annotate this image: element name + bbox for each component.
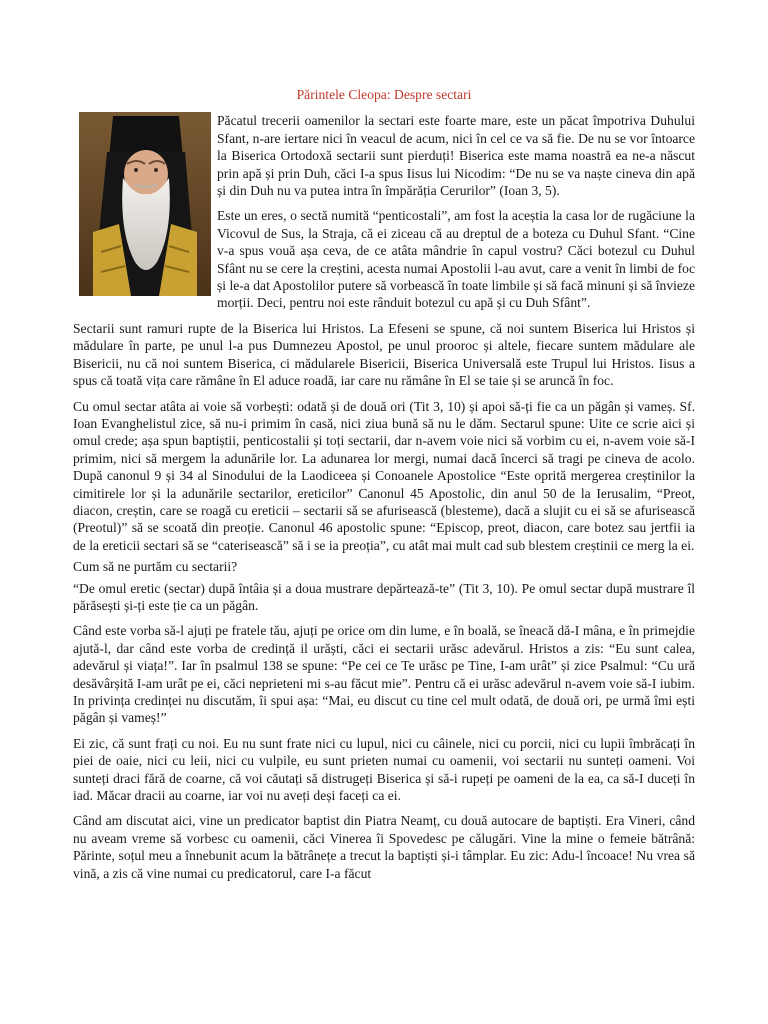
paragraph-6: Când este vorba să-l ajuți pe fratele tău, ajuți pe orice om din lume, e în boală, se îneacă dă-I mâna, e în primejdie ajută-l, dar când este vorba de credință il urăști, căci ei sectarii urăsc adevărul. Hristos a zis: “Eu sunt calea, adevărul și viața!”. Iar în psalmul 138 se spune: “Pe cei ce Te urăsc pe Tine, I-am urât” și zice Psalmul: “Cu ură desăvârșită I-am urât pe ei, căci neprieteni mi s-au făcut mie”. Pentru că ei urăsc adevărul n-avem voie să-I iubim. In privința credinței nu discutăm, îi spui așa: “Mai, eu discut cu tine cel mult odată, de două ori, pe urmă îmi ești păgân și vameș!” xyxy=(73,623,695,726)
paragraph-1: Păcatul trecerii oamenilor la sectari este foarte mare, este un păcat împotriva Duhului Sfant, n-are iertare nici în veacul de acum, nici în cel ce va să fie. De nu se vor întoarce la Biserica Ortodoxă sectarii sunt pierduți! Biserica este mama noastră ea ne-a născut prin apă și prin Duh, căci I-a spus Iisus lui Nicodim: “De nu se va naște cineva din apă și din Duh nu va putea intra în împărăția Cerurilor” (Ioan 3, 5). xyxy=(217,113,695,199)
paragraph-3: Sectarii sunt ramuri rupte de la Biserica lui Hristos. La Efeseni se spune, că noi suntem Biserica lui Hristos și mădulare în parte, pe unul l-a pus Dumnezeu Apostol, pe unul prooroc și altele, fiecare suntem mădulare ale Bisericii, nu că noi suntem Biserica, ci mădularele Bisericii, Biserica Universală este Trupul lui Hristos. Iisus a spus că toată vița care rămâne în El aduce roadă, iar care nu rămâne în El se taie și se aruncă în foc. xyxy=(73,320,695,389)
paragraph-7: Ei zic, că sunt frați cu noi. Eu nu sunt frate nici cu lupul, nici cu câinele, nici cu porcii, nici cu lupii îmbrăcați în piei de oaie, nici cu leii, nici cu vulpile, eu sunt prieten numai cu oamenii, voi sectarii nu sunteți oameni. Voi sunteți draci fără de coarne, că voi căutați să distrugeți Biserica și să-i rupeți pe oameni de la ea, ca să-I duceți în iad. Măcar dracii au coarne, iar voi nu aveți deși faceți ca ei. xyxy=(73,735,695,804)
section-question: Cum să ne purtăm cu sectarii? xyxy=(73,559,238,575)
document-title: Părintele Cleopa: Despre sectari xyxy=(296,87,472,102)
elder-portrait-image xyxy=(79,112,211,296)
document-page xyxy=(73,86,695,890)
paragraph-4: Cu omul sectar atâta ai voie să vorbești: odată și de două ori (Tit 3, 10) și apoi să-ți fie ca un păgân și vameș. Sf. Ioan Evanghelistul zice, să nu-i primim în casă, nici ziua bună să nu le dăm. Sectarul spune: Uite ce scrie aici și omul crede; așa spun baptiștii, penticostalii și toți sectarii, dar n-avem voie nici să vorbim cu ei, n-avem voie să-I primim, nici să mergem la adunările lor. La adunarea lor mergi, numai dacă încerci să tragi pe cineva de acolo. După canonul 9 și 34 al Sinodului de la Laodiceea și Conoanele Apostolice “Este oprită mergerea creștinilor la cimitirele lor și la adunările sectarilor, ereticilor” Canonul 45 Apostolic, din anul 50 de la Ierusalim, “Preot, diacon, creștin, care se roagă cu ereticii – sectarii să se afurisească (blesteme), dacă a slujit cu ei să se afurisească (Preotul)” să se scoată din preoție. Canonul 46 apostolic spune: “Episcop, preot, diacon, care botez sau jertfii ia de la ereticii sectari să se “caterisească” să i se ia preoția”, cu atât mai mult cad sub blestem creștinii ce merg la ei. xyxy=(73,398,695,553)
paragraph-8: Când am discutat aici, vine un predicator baptist din Piatra Neamț, cu două autocare de baptiști. Era Vineri, când nu aveam vreme să vorbesc cu oamenii, căci Vinerea îi Spovedesc pe călugări. Vine la mine o femeie bătrână: Părinte, soțul meu a înnebunit acum la bătrânețe a trecut la baptiști și-i tâmplar. Eu zic: Adu-l încoace! Nu vrea să vină, a zis că vine numai cu predicatorul, care I-a făcut xyxy=(73,813,695,881)
paragraph-5: “De omul eretic (sectar) după întâia și a doua mustrare depărtează-te” (Tit 3, 10). Pe omul sectar după mustrare îl părăsești și-ți este ție ca un păgân. xyxy=(73,580,695,613)
paragraph-2: Este un eres, o sectă numită “penticostali”, am fost la aceștia la casa lor de rugăciune la Vicovul de Sus, la Straja, că ei ziceau că au dreptul de a boteza cu Duhul Sfant. “Cine v-a spus vouă așa ceva, de ce atâta mândrie în capul vostru? Căci botezul cu Duhul Sfânt nu se cere la creștini, acesta numai Apostolii l-au avut, care a venit în limbi de foc și le-a dat Apostolilor putere să vorbească în toate limbile și să facă minuni și să învieze morții. Deci, pentru noi este rânduit botezul cu apă și cu Duh Sfânt”. xyxy=(217,208,695,311)
portrait-photo xyxy=(79,112,211,296)
